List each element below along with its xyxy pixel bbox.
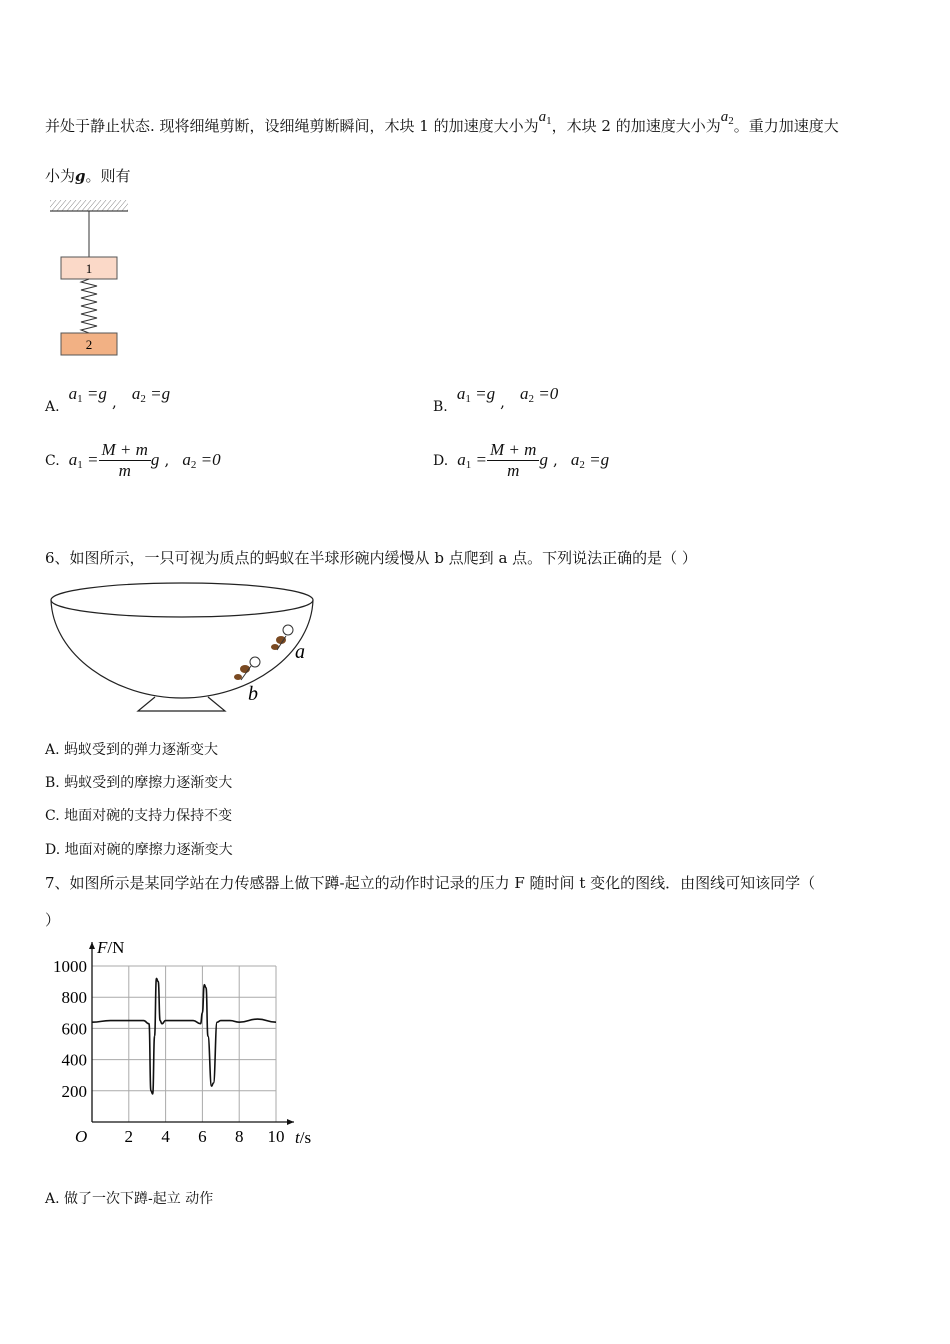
problem7-stem-cont: ） — [45, 911, 61, 929]
problem7-stem: 7、如图所示是某同学站在力传感器上做下蹲-起立的动作时记录的压力 F 随时间 t 变化的图线．由图线可知该同学（ — [45, 874, 816, 892]
y-tick-label: 200 — [61, 1081, 87, 1101]
origin-label: O — [75, 1127, 88, 1146]
x-tick-label: 8 — [234, 1127, 244, 1146]
problem5-text-line1 — [45, 109, 839, 137]
text-segment: 。重力加速度大 — [733, 117, 839, 135]
problem5-text-line2: 小为g。则有 — [45, 167, 131, 185]
y-tick-label: 800 — [61, 988, 87, 1008]
option-7a[interactable]: A. 做了一次下蹲-起立 动作 — [45, 1191, 214, 1207]
force-time-chart — [40, 930, 325, 1150]
bowl-figure — [45, 580, 320, 720]
point-a-label: a — [295, 641, 305, 663]
option-5c[interactable]: C. $a_1$ = $\frac{M + m}{m}$ g , $a_2 =0$ — [45, 440, 221, 480]
y-tick-label: 1000 — [53, 957, 87, 976]
y-tick-label: 600 — [61, 1019, 87, 1039]
chart-ticks — [53, 957, 285, 1146]
option-label: B. — [433, 399, 448, 415]
x-axis-label: t/s — [295, 1128, 312, 1147]
ant-b — [234, 657, 260, 680]
block-1-label: 1 — [85, 261, 93, 276]
option-5b[interactable]: B. $a_1 =g$ , $a_2 =0$ — [433, 384, 559, 415]
option-5d[interactable]: D. $a_1$ = $\frac{M + m}{m}$ g , $a_2 =g$ — [433, 440, 610, 480]
chart-axes — [89, 942, 294, 1125]
x-tick-label: 4 — [161, 1127, 170, 1146]
option-6c[interactable]: C. 地面对碗的支持力保持不变 — [45, 808, 233, 824]
option-6d[interactable]: D. 地面对碗的摩擦力逐渐变大 — [45, 842, 233, 858]
fraction: $\frac{M + m}{m}$ — [99, 440, 151, 481]
option-6a[interactable]: A. 蚂蚁受到的弹力逐渐变大 — [45, 742, 219, 758]
a2-symbol: $a_2$ — [720, 109, 734, 127]
spring — [81, 279, 97, 333]
ceiling-hatch — [50, 200, 128, 211]
problem6-stem: 6、如图所示，一只可视为质点的蚂蚁在半球形碗内缓慢从 b 点爬到 a 点。下列说法正确的是（ ） — [45, 549, 697, 567]
y-tick-label: 400 — [61, 1050, 87, 1070]
bowl-base — [138, 697, 225, 711]
y-axis-label: F/N — [97, 938, 125, 957]
fraction: $\frac{M + m}{m}$ — [487, 440, 539, 481]
a1-symbol: $a_1$ — [538, 109, 552, 127]
point-b-label: b — [248, 683, 258, 705]
x-tick-label: 10 — [267, 1127, 285, 1146]
text-segment: 并处于静止状态. 现将细绳剪断，设细绳剪断瞬间，木块 1 的加速度大小为 — [45, 117, 539, 135]
option-6b[interactable]: B. 蚂蚁受到的摩擦力逐渐变大 — [45, 775, 233, 791]
option-5a[interactable]: A. $a_1 =g$ , $a_2 =g$ — [45, 384, 171, 415]
x-tick-label: 2 — [124, 1127, 134, 1146]
x-axis-arrow — [287, 1119, 294, 1125]
chart-grid — [92, 966, 276, 1122]
spring-blocks-figure — [45, 195, 135, 360]
option-label: A. — [45, 399, 60, 415]
option-label: C. — [45, 453, 60, 469]
x-tick-label: 6 — [198, 1127, 207, 1146]
option-label: D. — [433, 453, 449, 469]
text-segment: ，木块 2 的加速度大小为 — [551, 117, 721, 135]
force-series-line — [92, 978, 276, 1093]
block-2-label: 2 — [85, 337, 93, 352]
y-axis-arrow — [89, 942, 95, 949]
